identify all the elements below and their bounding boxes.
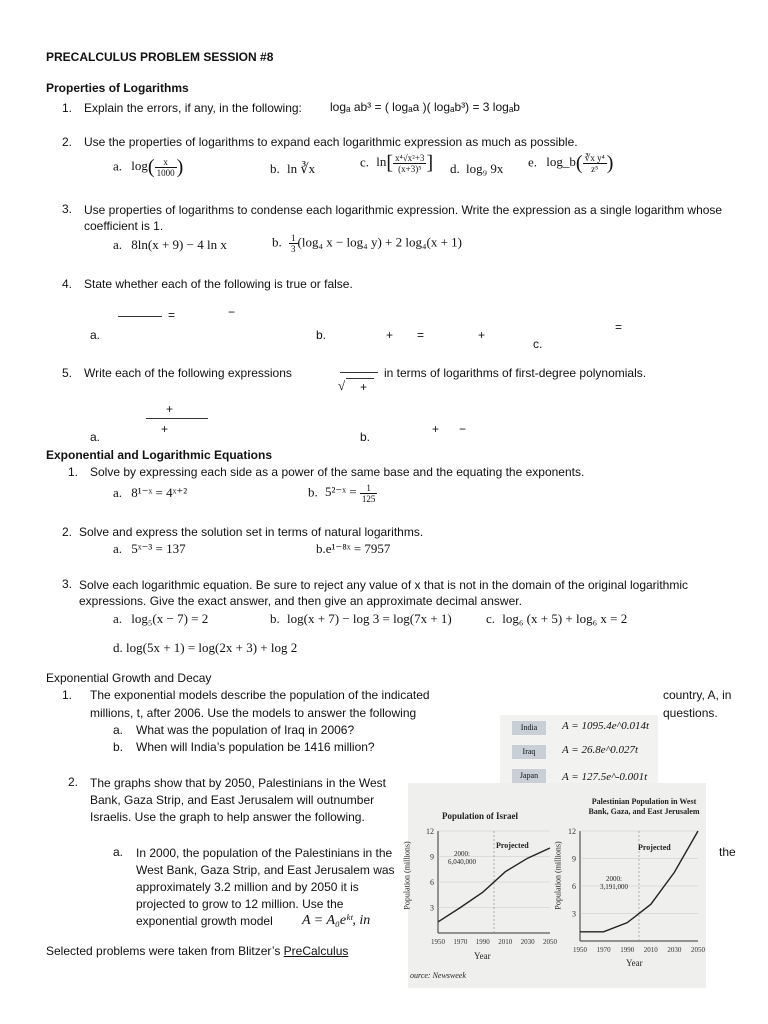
equation-item-b: b.e¹⁻⁸ˣ = 7957: [316, 541, 391, 556]
problem-text: Use the properties of logarithms to expand each logarithmic expression as much as possible.: [84, 135, 578, 149]
minus-sign: −: [459, 422, 467, 436]
chart-title: Population of Israel: [442, 811, 519, 821]
item-label: a.: [90, 328, 101, 342]
annotation-label: 2000:: [606, 875, 622, 883]
y-axis-label: Population (millions): [553, 841, 563, 910]
fraction-denominator: 1000: [156, 168, 175, 178]
plus-sign: +: [166, 402, 174, 416]
item-label: b.: [316, 328, 327, 342]
y-tick-label: 3: [430, 903, 434, 913]
y-tick-label: 12: [426, 827, 434, 836]
chart-title: Palestinian Population in West Bank, Gaza, and East Jerusalem: [588, 797, 700, 816]
minus-sign: −: [228, 305, 236, 319]
problem-text: Use properties of logarithms to condense each logarithmic expression. Write the expression as a single logarithm whose coefficient is 1.: [84, 203, 723, 233]
y-axis-label: Population (millions): [402, 841, 412, 910]
item-label: b.: [270, 161, 280, 176]
problem-text: Write each of the following expressions: [84, 366, 292, 380]
item-expression: log₆ (x + 5) + log₆ x = 2: [502, 611, 628, 626]
model-formula: A = 127.5e^-0.001t: [562, 771, 648, 783]
fraction-numerator: 1: [360, 483, 378, 494]
y-tick-label: 6: [572, 882, 576, 891]
x-tick-label: 1990: [475, 938, 490, 946]
country-tag: Iraq: [512, 745, 546, 759]
fn-name: log: [131, 158, 148, 174]
annotation-value: 3,191,000: [600, 883, 628, 891]
sqrt-bar: [346, 378, 374, 379]
problem-text: millions, t, after 2006. Use the models to answer the following: [90, 706, 417, 720]
problem-text: Solve by expressing each side as a power of the same base and the equating the exponents.: [90, 465, 585, 479]
fraction-numerator: x: [155, 157, 177, 168]
problem-text-right: the: [719, 845, 736, 859]
sub-question: In 2000, the population of the Palestinians in the West Bank, Gaza Strip, and East Jerusalem was approximately 3.2 million and by 2050 it is projected to grow to 12 million. Use the exponential growth model: [136, 846, 395, 928]
x-tick-label: 1970: [453, 938, 468, 946]
item-label: e.: [528, 154, 538, 170]
problem-text-right: questions.: [663, 706, 718, 720]
problem-text: Explain the errors, if any, in the following:: [84, 101, 302, 115]
equation-item-d: d. log(5x + 1) = log(2x + 3) + log 2: [113, 640, 298, 655]
expand-item-d: [450, 161, 503, 177]
y-tick-label: 3: [572, 909, 576, 919]
item-expression: 5²⁻ˣ =: [325, 484, 357, 500]
chart-israel: [402, 783, 558, 988]
item-expression: ln ∛x: [287, 161, 316, 176]
problem-number: 4.: [62, 277, 73, 291]
equation-item-a: [113, 485, 187, 501]
problem-number: 2.: [62, 135, 73, 149]
chart-annotation: [448, 850, 476, 866]
y-tick-label: 6: [430, 878, 434, 887]
x-tick-label: 2030: [520, 938, 535, 946]
equation-item-a: [113, 611, 208, 627]
problem-text: Solve and express the solution set in terms of natural logarithms.: [79, 525, 424, 539]
x-tick-label: 2050: [691, 946, 705, 954]
country-tag: Japan: [512, 769, 546, 783]
problem-equation: logₐ ab³ = ( logₐa )( logₐb³) = 3 logₐb: [330, 100, 520, 114]
x-axis-label: Year: [626, 958, 643, 968]
chart-annotation-projected: Projected: [638, 843, 671, 852]
section-heading-logarithms: Properties of Logarithms: [46, 81, 189, 95]
problem-text: The graphs show that by 2050, Palestinians in the West Bank, Gaza Strip, and East Jerusalem will outnumber Israelis. Use the graph to help answer the following.: [90, 776, 386, 824]
problem-number: 2.: [68, 775, 79, 789]
sub-question: When will India’s population be 1416 million?: [136, 740, 375, 754]
item-label: b.: [360, 430, 371, 444]
fraction-denominator: z⁵: [591, 164, 599, 174]
problem-text-continued: in terms of logarithms of first-degree polynomials.: [384, 366, 647, 380]
section-heading-equations: Exponential and Logarithmic Equations: [46, 448, 273, 462]
expand-item-a: a. log( $\frac{x}{1000}$ ): [113, 156, 184, 178]
expand-item-b: [270, 161, 315, 177]
plus-sign: +: [478, 328, 486, 342]
item-label: a.: [113, 611, 123, 626]
equation-item-c: [486, 611, 627, 627]
equation-item-a: [113, 541, 186, 557]
sub-label: a.: [113, 723, 124, 737]
equals-sign: =: [168, 308, 176, 322]
problem-number: 3.: [62, 577, 73, 591]
expand-item-e: e. log_b( $\frac{\text{∛x y⁴}}{\text{z⁵}}$ ): [528, 152, 614, 174]
footer-note: [46, 944, 348, 958]
fraction-numerator: ∛x y⁴: [584, 153, 605, 163]
item-expression: log₉ 9x: [466, 161, 504, 176]
plus-sign: +: [161, 422, 169, 436]
problem-text-right: country, A, in: [663, 688, 732, 702]
problem-number: 1.: [68, 465, 79, 479]
equation-item-b: [308, 483, 377, 504]
item-label: c.: [486, 611, 496, 626]
footer-book-title: PreCalculus: [283, 944, 349, 958]
country-tag: India: [512, 721, 546, 735]
item-expression: log₅(x − 7) = 2: [131, 611, 209, 626]
fn-name: ln: [376, 154, 387, 170]
problem-number: 2.: [62, 525, 73, 539]
item-label: a.: [113, 158, 123, 174]
item-label: b.: [272, 234, 282, 250]
x-axis-label: Year: [474, 951, 491, 961]
fn-name: log_b: [546, 154, 576, 170]
item-expression: 5ˣ⁻³ = 137: [131, 541, 186, 556]
equals-sign: =: [417, 328, 425, 342]
fraction-bar: [340, 372, 378, 373]
x-tick-label: 1950: [431, 938, 445, 946]
item-expression: log(x + 7) − log 3 = log(7x + 1): [287, 611, 452, 626]
problem-number: 1.: [62, 688, 73, 702]
annotation-value: 6,040,000: [448, 858, 476, 866]
condense-item-b: [272, 233, 462, 254]
sqrt-sign: √: [338, 378, 346, 393]
fraction-numerator: 1: [291, 233, 296, 243]
footer-text: Selected problems were taken from Blitzer’s: [46, 944, 281, 958]
item-label: a.: [90, 430, 101, 444]
fraction-bar: [146, 418, 208, 419]
problem-text: State whether each of the following is true or false.: [84, 277, 353, 291]
fraction-numerator: x⁴√x²+3: [395, 153, 425, 163]
fraction-bar: [118, 316, 162, 317]
section-heading-growth: Exponential Growth and Decay: [46, 671, 212, 685]
chart-annotation: [600, 875, 628, 891]
fraction-denominator: 125: [361, 494, 376, 504]
model-formula: A = 26.8e^0.027t: [562, 744, 639, 756]
expand-item-c: c. ln[ $\frac{\text{x⁴√x²+3}}{\text{(x+3)⁵}}$ ]: [360, 152, 434, 174]
item-label: b.: [308, 484, 318, 500]
x-tick-label: 1970: [596, 946, 611, 954]
population-charts-image: [402, 783, 706, 988]
problem-text: The exponential models describe the population of the indicated: [90, 688, 430, 702]
item-label: a.: [113, 237, 123, 252]
x-tick-label: 2050: [543, 938, 557, 946]
item-label: a.: [113, 485, 123, 500]
chart-source: ource: Newsweek: [410, 971, 466, 980]
population-models-image: [500, 715, 658, 783]
problem-number: 1.: [62, 101, 73, 115]
growth-model: A = A₀eᵏᵗ, in: [302, 913, 371, 928]
x-tick-label: 2010: [643, 946, 658, 954]
item-expression: 8ln(x + 9) − 4 ln x: [131, 237, 227, 252]
item-label: c.: [360, 154, 370, 170]
annotation-label: 2000:: [454, 850, 470, 858]
x-tick-label: 1950: [573, 946, 587, 954]
item-expression: 8¹⁻ˣ = 4ˣ⁺²: [131, 485, 188, 500]
sub-label: a.: [113, 845, 124, 859]
item-label: c.: [533, 337, 543, 351]
y-tick-label: 12: [568, 827, 576, 836]
x-tick-label: 2010: [498, 938, 513, 946]
page-title: PRECALCULUS PROBLEM SESSION #8: [46, 50, 274, 64]
item-label: a.: [113, 541, 123, 556]
sub-label: b.: [113, 740, 124, 754]
y-tick-label: 9: [430, 852, 434, 862]
problem-number: 3.: [62, 202, 73, 216]
condense-item-a: [113, 237, 227, 253]
plus-sign: +: [432, 422, 440, 436]
item-label: d.: [450, 161, 460, 176]
chart-palestinian: [553, 783, 706, 988]
x-tick-label: 1990: [620, 946, 635, 954]
equation-item-b: [270, 611, 452, 627]
problem-number: 5.: [62, 366, 73, 380]
fraction-denominator: 3: [291, 244, 296, 254]
plus-sign: +: [386, 328, 394, 342]
item-expression: (log₄ x − log₄ y) + 2 log₄(x + 1): [297, 234, 462, 250]
x-tick-label: 2030: [667, 946, 682, 954]
fraction-denominator: (x+3)⁵: [398, 164, 422, 174]
equals-sign: =: [615, 320, 623, 334]
item-label: b.: [270, 611, 280, 626]
chart-annotation-projected: Projected: [496, 841, 529, 850]
model-formula: A = 1095.4e^0.014t: [562, 720, 650, 732]
problem-text: Solve each logarithmic equation. Be sure to reject any value of x that is not in the domain of the original logarithmic expressions. Give the exact answer, and then give an approximate decimal answer.: [79, 578, 689, 608]
sub-question: What was the population of Iraq in 2006?: [136, 723, 355, 737]
plus-sign: +: [360, 380, 368, 394]
y-tick-label: 9: [572, 854, 576, 864]
